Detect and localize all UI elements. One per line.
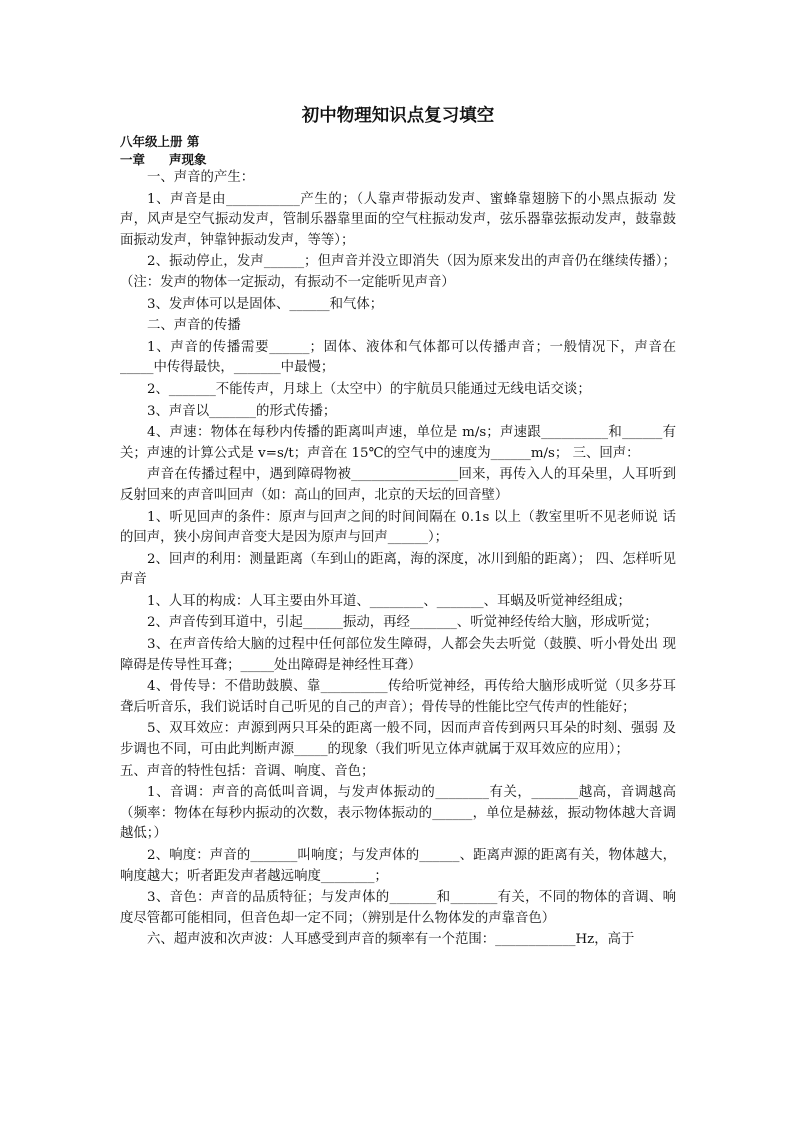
paragraph: 1、声音是由___________产生的；（人靠声带振动发声、蜜蜂靠翅膀下的小黑点振动 发声，风声是空气振动发声，管制乐器靠里面的空气柱振动发声，弦乐器靠弦振动发声，鼓靠鼓面振动发声，钟靠钟振动发声，等等）； (120, 191, 676, 248)
paragraph: 3、发声体可以是固体、______和气体； (147, 296, 384, 312)
paragraph: 1、音调：声音的高低叫音调，与发声体振动的________有关，_______越高，音调越高（频率：物体在每秒内振动的次数，表示物体振动的______，单位是赫兹，振动物体越大音调越低；） (120, 785, 676, 842)
paragraph: 声音在传播过程中，遇到障碍物被________________回来，再传入人的耳朵里，人耳听到反射回来的声音叫回声（如：高山的回声，北京的天坛的回音壁） (120, 467, 676, 503)
paragraph: 2、_______不能传声，月球上（太空中）的宇航员只能通过无线电话交谈； (147, 381, 591, 397)
paragraph: 2、回声的利用：测量距离（车到山的距离，海的深度，冰川到船的距离）； 四、怎样听见声音 (120, 551, 676, 588)
page-title: 初中物理知识点复习填空 (301, 106, 495, 126)
paragraph: 2、声音传到耳道中，引起______振动，再经_______、听觉神经传给大脑，形成听觉； (147, 615, 658, 631)
paragraph: 4、声速：物体在每秒内传播的距离叫声速，单位是 m/s；声速跟__________和______有关；声速的计算公式是 v=s/t；声音在 15℃的空气中的速度为______m/s； 三、回声： (120, 425, 676, 461)
paragraph: 2、响度：声音的_______叫响度；与发声体的______、距离声源的距离有关，物体越大，响度越大；听者距发声者越远响度________； (120, 848, 676, 884)
paragraph: 2、振动停止，发声______；但声音并没立即消失（因为原来发出的声音仍在继续传播）；（注：发声的物体一定振动，有振动不一定能听见声音） (120, 254, 676, 290)
paragraph: 5、双耳效应：声源到两只耳朵的距离一般不同，因而声音传到两只耳朵的时刻、强弱 及步调也不同，可由此判断声源_____的现象（我们听见立体声就属于双耳效应的应用）； (120, 721, 676, 758)
document-page (120, 100, 676, 952)
chapter-name: 声现象 (169, 151, 207, 167)
chapter-number: 一章 (120, 151, 146, 167)
paragraph: 1、声音的传播需要______；固体、液体和气体都可以传播声音；一般情况下，声音在_____中传得最快，_______中最慢； (120, 339, 676, 376)
paragraph: 3、在声音传给大脑的过程中任何部位发生障碍，人都会失去听觉（鼓膜、听小骨处出 现障碍是传导性耳聋；_____处出障碍是神经性耳聋） (120, 637, 676, 673)
paragraph: 4、骨传导：不借助鼓膜、靠__________传给听觉神经，再传给大脑形成听觉（贝多芬耳聋后听音乐，我们说话时自己听见的自己的声音）；骨传导的性能比空气传声的性能好； (120, 679, 676, 715)
paragraph: 3、声音以_______的形式传播； (147, 403, 337, 419)
paragraph: 1、人耳的构成：人耳主要由外耳道、________、_______、耳蜗及听觉神经组成； (147, 593, 631, 609)
paragraph: 二、声音的传播 (147, 318, 241, 334)
paragraph: 3、音色：声音的品质特征；与发声体的_______和_______有关，不同的物体的音调、响度尽管都可能相同，但音色却一定不同；（辨别是什么物体发的声靠音色） (120, 890, 676, 926)
paragraph: 五、声音的特性包括：音调、响度、音色； (120, 763, 375, 779)
document-body (120, 168, 676, 951)
paragraph: 1、听见回声的条件：原声与回声之间的时间间隔在 0.1s 以上（教室里听不见老师说 话的回声，狭小房间声音变大是因为原声与回声______）； (120, 509, 676, 546)
paragraph: 一、声音的产生： (147, 170, 255, 185)
chapter-heading (120, 151, 676, 169)
paragraph: 六、超声波和次声波：人耳感受到声音的频率有一个范围：____________Hz，高于 (147, 932, 635, 948)
grade-line: 八年级上册 第 (120, 134, 200, 149)
